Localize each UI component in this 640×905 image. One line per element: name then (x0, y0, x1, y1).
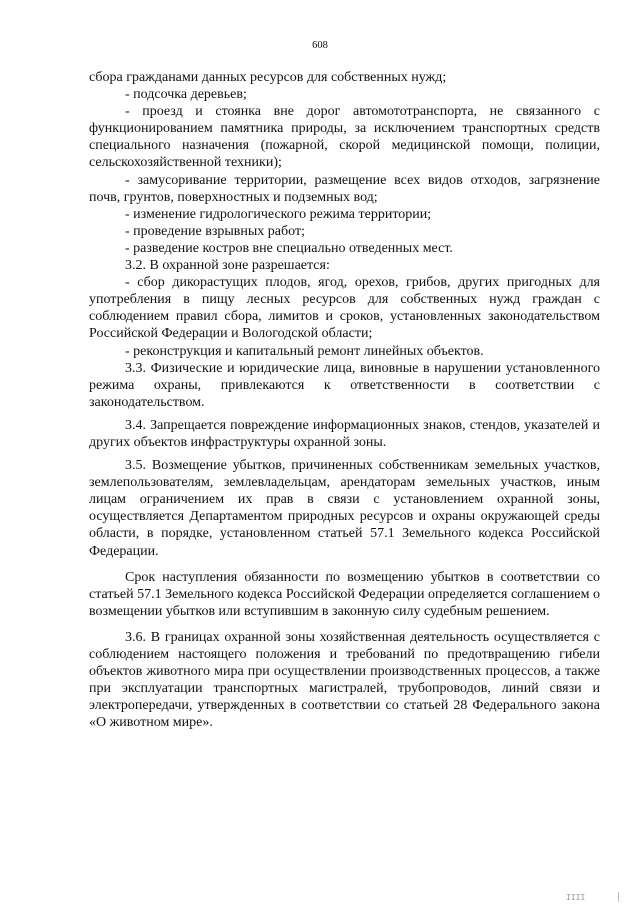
paragraph: 3.6. В границах охранной зоны хозяйственная деятельность осуществляется с соблюдением настоящего положения и требований по предотвращению гибели объектов животного мира при осуществлении производственных процессов, а также при эксплуатации транспортных магистралей, трубопроводов, линий связи и электропередачи, утвержденных в соответствии со статьей 28 Федерального закона «О животном мире». (89, 629, 600, 731)
paragraph: - замусоривание территории, размещение всех видов отходов, загрязнение почв, грунтов, поверхностных и подземных вод; (89, 172, 600, 205)
paragraph: 3.3. Физические и юридические лица, виновные в нарушении установленного режима охраны, привлекаются к ответственности в соответствии с законодательством. (89, 360, 600, 410)
paragraph: 3.4. Запрещается повреждение информационных знаков, стендов, указателей и других объектов инфраструктуры охранной зоны. (89, 417, 600, 450)
page-number: 608 (312, 40, 328, 51)
paragraph: Срок наступления обязанности по возмещению убытков в соответствии со статьей 57.1 Земельного кодекса Российской Федерации определяется соглашением о возмещении убытков или вступившим в законную силу судебным решением. (89, 569, 600, 619)
paragraph: - разведение костров вне специально отведенных мест. (125, 240, 453, 256)
paragraph: - подсочка деревьев; (125, 87, 247, 103)
paragraph: 3.5. Возмещение убытков, причиненных собственникам земельных участков, землепользователям, землевладельцам, арендаторам земельных участков, иным лицам ограничением их прав в связи с установлением охранной зоны, осуществляется Департаментом природных ресурсов и охраны окружающей среды области, в порядке, установленном статьей 57.1 Земельного кодекса Российской Федерации. (89, 458, 600, 559)
paragraph: 3.2. В охранной зоне разрешается: (125, 258, 330, 274)
paragraph: - сбор дикорастущих плодов, ягод, орехов, грибов, других пригодных для употребления в пищу лесных ресурсов для собственных нужд граждан с соблюдением правил сбора, лимитов и сроков, установленных законодательством Российской Федерации и Вологодской области; (89, 275, 600, 342)
paragraph: - проезд и стоянка вне дорог автомототранспорта, не связанного с функционированием памятника природы, за исключением транспортных средств специального назначения (пожарной, скорой медицинской помощи, полиции, сельскохозяйственной техники); (89, 104, 600, 171)
edge-mark (618, 892, 619, 902)
paragraph: - реконструкция и капитальный ремонт линейных объектов. (125, 343, 484, 359)
footer-mark: IIII (566, 893, 586, 902)
document-body (89, 69, 600, 731)
paragraph: - проведение взрывных работ; (125, 223, 305, 239)
paragraph: - изменение гидрологического режима территории; (125, 206, 432, 222)
paragraph: сбора гражданами данных ресурсов для собственных нужд; (89, 70, 447, 85)
